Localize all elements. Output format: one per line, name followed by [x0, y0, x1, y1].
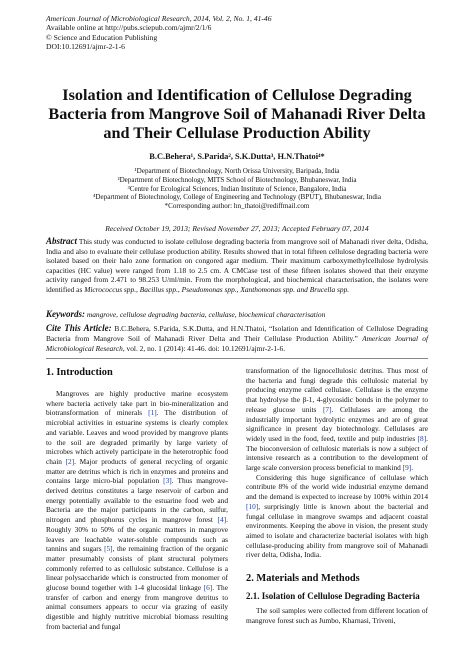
- keywords-text: mangrove, cellulose degrading bacteria, cellulase, biochemical characterisation: [86, 310, 326, 319]
- intro-text: .: [411, 463, 414, 473]
- cite-text-1: B.C.Behera, S.Parida, S.K.Dutta, and H.N.Thatoi, “Isolation and Identification of Cellulose Degrading Bacteria from Mangrove Soil of Mahanadi River Delta and Their Cellulase Production Ability.”: [46, 324, 428, 343]
- corresponding-author[interactable]: *Corresponding author: hn_thatoi@rediffmail.com: [164, 202, 310, 211]
- received-dates: Received October 19, 2013; Revised November 27, 2013; Accepted February 07, 2014: [105, 224, 369, 233]
- reference-link[interactable]: [7]: [322, 404, 332, 414]
- affiliation-list: [40, 167, 434, 211]
- title-line-3: and Their Cellulase Production Ability: [103, 124, 371, 142]
- intro-continued-paragraph: [246, 366, 428, 473]
- journal-citation-line: American Journal of Microbiological Research, 2014, Vol. 2, No. 1, 41-46: [46, 14, 272, 23]
- affiliation-2: ²Department of Biotechnology, MITS School of Biotechnology, Bhubaneswar, India: [117, 175, 357, 184]
- doi-line: DOI:10.12691/ajmr-2-1-6: [46, 42, 125, 52]
- abstract-text: This study was conducted to isolate cellulose degrading bacteria from mangrove soil of Mahanadi river delta, Odisha, India and also to evaluate their cellulase production ability. Results showed that in total fifteen cellulose degrading bacteria were isolated based on their halo zone formation on congored agar medium. Their maximum carboxymethylcellulose hydrolysis capacities (HC value) were ranged from 1.18 to 2.5 cm. A CMCase test of these fifteen isolates showed that their enzyme activity ranged from 2.471 to 98.253 U/ml/min. From the morphological, and biochemical characterisation, the isolates were identified as: [46, 237, 429, 294]
- methods-paragraph: The soil samples were collected from different location of mangrove forest such as Jumbo, Kharnasi, Triveni,: [246, 606, 428, 625]
- intro-text: . Thus mangrove-derived detritus constitutes a large reservoir of carbon and energy potentially available to the estuarine food web and Bacteria are the major participants in the carbon, sulfur, nitrogen and phosphorus cycles in mangrove forest: [46, 476, 228, 525]
- reference-link[interactable]: [10]: [246, 501, 259, 511]
- keywords-block: [46, 310, 428, 320]
- author-list: B.C.Behera¹, S.Parida², S.K.Dutta³, H.N.Thatoi⁴*: [149, 152, 325, 161]
- intro-text: . The distribution of microbial activities in estuarine systems is clearly complex and variable. Leaves and wood provided by mangrove plants to the soil are degraded primarily by large variety of microbes which actively participate in the heterotrophic food chain: [46, 408, 228, 466]
- intro-text: . Roughly 30% to 50% of the organic matters in mangrove leaves are leachable water-soluble compounds such as tannins and sugars: [46, 515, 228, 554]
- reference-link[interactable]: [6]: [203, 583, 213, 593]
- intro-text: , the remaining fraction of the organic matter presumably consists of plant structural polymers commonly referred to as cellulosic substance. Cellulose is a linear polysaccharide which is constructed from monomer of glucose bound together with 1-4 glucosidal linkage: [46, 544, 228, 593]
- journal-header: [46, 14, 446, 52]
- abstract-block: [46, 237, 428, 295]
- reference-link[interactable]: [1]: [148, 408, 157, 418]
- journal-url-line[interactable]: Available online at http://pubs.sciepub.com/ajmr/2/1/6: [46, 23, 212, 33]
- introduction-heading: 1. Introduction: [46, 367, 113, 378]
- cite-journal: American Journal of Microbiological Research: [46, 333, 428, 353]
- reference-link[interactable]: [9]: [402, 463, 412, 473]
- intro-text: Considering this huge significance of cellulase which contribute 8% of the world wide industrial enzyme demand and the demand is expected to increase by 100% within 2014: [246, 472, 428, 502]
- section-divider: [46, 358, 428, 359]
- affiliation-1: ¹Department of Biotechnology, North Orissa University, Baripada, India: [134, 167, 340, 175]
- affiliation-4: ⁴Department of Biotechnology, College of Engineering and Technology (BPUT), Bhubaneswar, India: [92, 193, 382, 202]
- intro-text: . The transfer of carbon and energy from mangrove detritus to animal consumers appears to occur via grazing of easily digestible and highly nutritive microbial biomass resulting from bacterial and fungal: [46, 583, 228, 631]
- introduction-paragraph: [46, 389, 228, 632]
- reference-link[interactable]: [2]: [65, 456, 75, 466]
- intro-text: , surprisingly little is known about the bacterial and fungal cellulase in mangrove swamps and adjacent coastal environments. Keeping the above in vision, the present study aimed to isolate and characterize bacterial isolates with high cellulase-producing ability from mangrove soil of Mahanadi river delta, Odisha, India.: [246, 501, 428, 560]
- cite-text-2: , vol. 2, no. 1 (2014): 41-46. doi: 10.12691/ajmr-2-1-6.: [122, 343, 286, 353]
- intro-text: . Cellulases are among the industrially important hydrolytic enzymes and are of great significance in present day biotechnology. Cellulases are widely used in the food, feed, textile and pulp industries: [246, 404, 428, 443]
- cite-label: Cite This Article:: [46, 323, 112, 333]
- reference-link[interactable]: [4]: [217, 515, 227, 525]
- keywords-label: Keywords:: [46, 309, 85, 319]
- left-column: [46, 366, 228, 632]
- affiliation-3: ³Centre for Ecological Sciences, Indian Institute of Science, Bangalore, India: [127, 184, 347, 193]
- abstract-species: Micrococcus spp., Bacillus spp., Pseudomonas spp., Xanthomonas spp. and Brucella spp.: [84, 284, 350, 294]
- significance-paragraph: [246, 473, 428, 560]
- reference-link[interactable]: [3]: [163, 476, 172, 486]
- right-column: [246, 366, 428, 625]
- methods-heading: 2. Materials and Methods: [246, 573, 360, 585]
- isolation-subheading: 2.1. Isolation of Cellulose Degrading Bacteria: [246, 591, 420, 602]
- reference-link[interactable]: [5]: [104, 544, 113, 554]
- title-line-2: Bacteria from Mangrove Soil of Mahanadi River Delta: [48, 105, 426, 123]
- intro-text: . The bioconversion of cellulosic materials is now a subject of intensive research as a contribution to the development of large scale conversion process beneficial to mankind: [246, 433, 428, 473]
- title-line-1: Isolation and Identification of Cellulose Degrading: [62, 86, 412, 104]
- intro-text: . Major products of general recycling of organic matter are detritus which is rich in enzymes and proteins and contains large micro-bial population: [46, 456, 228, 486]
- publisher-line: © Science and Education Publishing: [46, 32, 158, 42]
- paper-title: [40, 86, 434, 143]
- cite-block: [46, 324, 428, 353]
- abstract-label: Abstract: [46, 236, 78, 246]
- intro-text: transformation of the lignocellulosic detritus. Thus most of the bacteria and fungi degrade this cellulosic material by producing enzyme called cellulase. Cellulase is the enzyme that hydrolyse the β-1, 4-glycosidic bonds in the polymer to release glucose units: [246, 366, 428, 414]
- intro-text: Mangroves are highly productive marine ecosystem where bacteria actively take part in bio-mineralization and biotransformation of minerals: [46, 389, 228, 418]
- reference-link[interactable]: [8]: [417, 433, 427, 443]
